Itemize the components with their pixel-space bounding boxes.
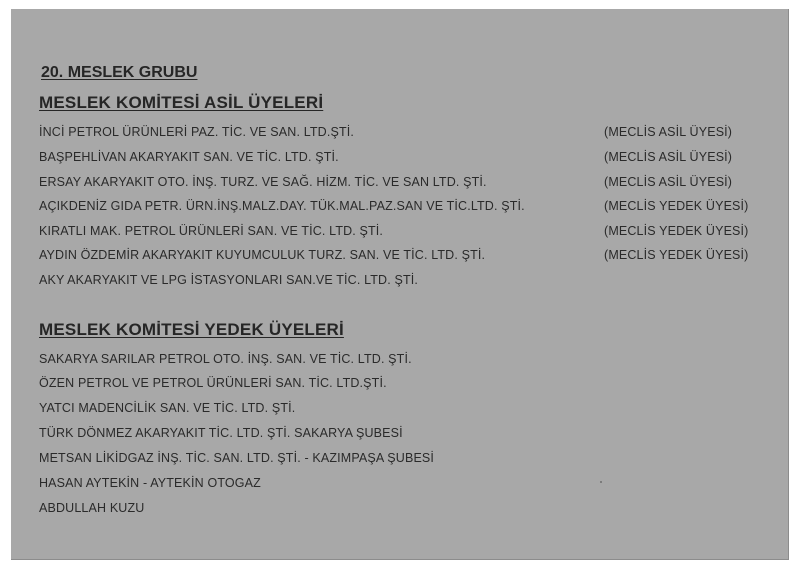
substitute-member-row <box>39 501 774 521</box>
main-member-row <box>39 273 774 293</box>
member-name: AYDIN ÖZDEMİR AKARYAKIT KUYUMCULUK TURZ. SAN. VE TİC. LTD. ŞTİ. <box>39 248 486 262</box>
main-member-row <box>39 248 774 268</box>
member-role: (MECLİS YEDEK ÜYESİ) <box>604 199 749 213</box>
member-name: ABDULLAH KUZU <box>39 501 145 515</box>
main-member-row <box>39 150 774 170</box>
member-name: ERSAY AKARYAKIT OTO. İNŞ. TURZ. VE SAĞ. HİZM. TİC. VE SAN LTD. ŞTİ. <box>39 175 487 189</box>
main-member-row <box>39 199 774 219</box>
substitute-member-row <box>39 401 774 421</box>
member-name: HASAN AYTEKİN - AYTEKİN OTOGAZ <box>39 476 261 490</box>
member-role: (MECLİS ASİL ÜYESİ) <box>604 175 733 189</box>
substitute-member-row <box>39 376 774 396</box>
member-name: ÖZEN PETROL VE PETROL ÜRÜNLERİ SAN. TİC. LTD.ŞTİ. <box>39 376 387 390</box>
member-role: (MECLİS YEDEK ÜYESİ) <box>604 224 749 238</box>
scan-speck <box>600 481 602 483</box>
member-name: AÇIKDENİZ GIDA PETR. ÜRN.İNŞ.MALZ.DAY. TÜK.MAL.PAZ.SAN VE TİC.LTD. ŞTİ. <box>39 199 525 213</box>
substitute-members-title: MESLEK KOMİTESİ YEDEK ÜYELERİ <box>39 320 344 339</box>
member-name: BAŞPEHLİVAN AKARYAKIT SAN. VE TİC. LTD. ŞTİ. <box>39 150 339 164</box>
member-name: YATCI MADENCİLİK SAN. VE TİC. LTD. ŞTİ. <box>39 401 296 415</box>
substitute-member-row <box>39 451 774 471</box>
member-role: (MECLİS YEDEK ÜYESİ) <box>604 248 749 262</box>
member-name: İNCİ PETROL ÜRÜNLERİ PAZ. TİC. VE SAN. LTD.ŞTİ. <box>39 125 354 139</box>
scanned-page <box>11 9 789 560</box>
member-name: SAKARYA SARILAR PETROL OTO. İNŞ. SAN. VE TİC. LTD. ŞTİ. <box>39 352 412 366</box>
group-title: 20. MESLEK GRUBU <box>41 64 198 81</box>
substitute-member-row <box>39 426 774 446</box>
main-members-title: MESLEK KOMİTESİ ASİL ÜYELERİ <box>39 93 324 112</box>
main-member-row <box>39 125 774 145</box>
member-role: (MECLİS ASİL ÜYESİ) <box>604 150 733 164</box>
member-name: TÜRK DÖNMEZ AKARYAKIT TİC. LTD. ŞTİ. SAKARYA ŞUBESİ <box>39 426 403 440</box>
member-name: METSAN LİKİDGAZ İNŞ. TİC. SAN. LTD. ŞTİ. - KAZIMPAŞA ŞUBESİ <box>39 451 435 465</box>
member-name: KIRATLI MAK. PETROL ÜRÜNLERİ SAN. VE TİC. LTD. ŞTİ. <box>39 224 384 238</box>
substitute-member-row <box>39 476 774 496</box>
substitute-member-row <box>39 352 774 372</box>
main-member-row <box>39 175 774 195</box>
main-member-row <box>39 224 774 244</box>
member-role: (MECLİS ASİL ÜYESİ) <box>604 125 733 139</box>
member-name: AKY AKARYAKIT VE LPG İSTASYONLARI SAN.VE TİC. LTD. ŞTİ. <box>39 273 418 287</box>
